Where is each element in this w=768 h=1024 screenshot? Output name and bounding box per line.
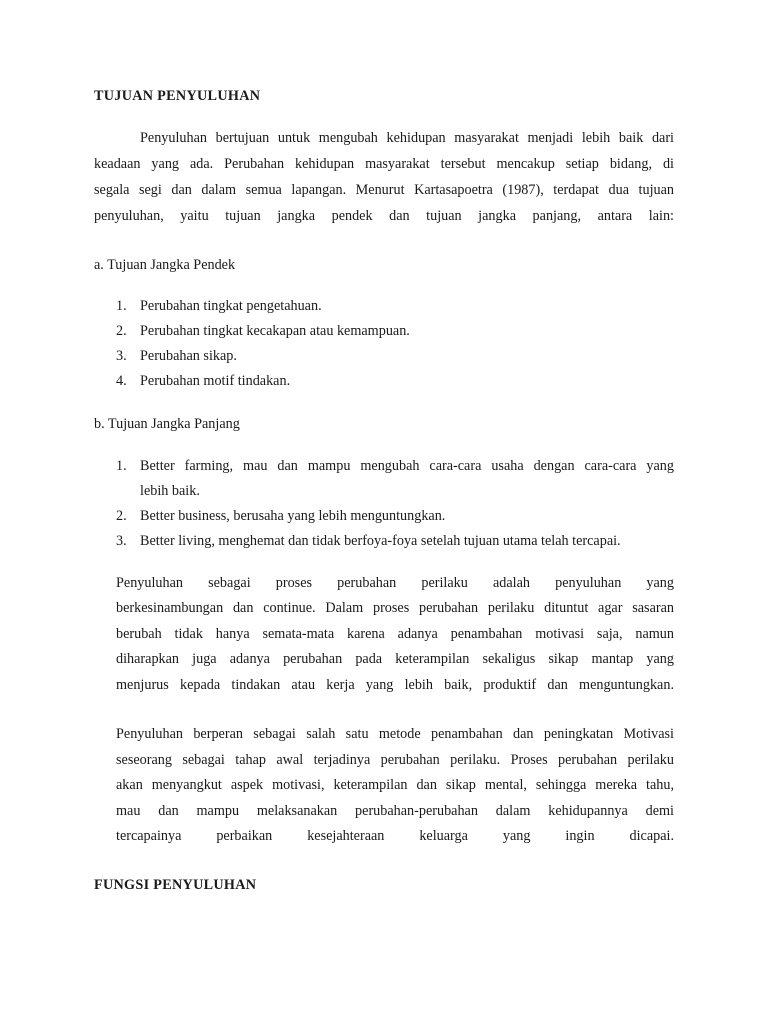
list-item: Better farming, mau dan mampu mengubah cara-cara usaha dengan cara-cara yang: [140, 458, 674, 474]
list-number: 1.: [116, 458, 127, 474]
list-item: Better living, menghemat dan tidak berfoya-foya setelah tujuan utama telah tercapai.: [140, 533, 621, 549]
list-number: 3.: [116, 348, 127, 364]
paragraph-line: mau dan mampu melaksanakan perubahan-perubahan dalam kehidupannya demi: [116, 803, 674, 819]
list-item: Perubahan tingkat pengetahuan.: [140, 298, 322, 314]
paragraph-line: seseorang sebagai tahap awal terjadinya perubahan perilaku. Proses perubahan perilaku: [116, 752, 674, 768]
list-number: 4.: [116, 373, 127, 389]
list-number: 2.: [116, 508, 127, 524]
paragraph-line: akan menyangkut aspek motivasi, keterampilan dan sikap mental, sehingga mereka tahu,: [116, 777, 674, 793]
section-a-title: a. Tujuan Jangka Pendek: [94, 257, 236, 273]
paragraph-line: Penyuluhan bertujuan untuk mengubah kehidupan masyarakat menjadi lebih baik dari: [140, 130, 674, 146]
paragraph-line: berubah tidak hanya semata-mata karena adanya penambahan motivasi saja, namun: [116, 626, 674, 642]
list-number: 1.: [116, 298, 127, 314]
list-item: Better business, berusaha yang lebih menguntungkan.: [140, 508, 446, 524]
paragraph-line: Penyuluhan sebagai proses perubahan perilaku adalah penyuluhan yang: [116, 575, 674, 591]
heading-tujuan-penyuluhan: TUJUAN PENYULUHAN: [94, 88, 261, 104]
heading-fungsi-penyuluhan: FUNGSI PENYULUHAN: [94, 877, 257, 893]
list-item-continuation: lebih baik.: [140, 483, 200, 499]
paragraph-line: Penyuluhan berperan sebagai salah satu metode penambahan dan peningkatan Motivasi: [116, 726, 674, 742]
paragraph-line: segala segi dan dalam semua lapangan. Menurut Kartasapoetra (1987), terdapat dua tujuan: [94, 182, 674, 198]
list-number: 2.: [116, 323, 127, 339]
paragraph-line: menjurus kepada tindakan atau kerja yang lebih baik, produktif dan menguntungkan.: [116, 677, 674, 693]
paragraph-line: keadaan yang ada. Perubahan kehidupan masyarakat tersebut mencakup setiap bidang, di: [94, 156, 674, 172]
paragraph-line: penyuluhan, yaitu tujuan jangka pendek dan tujuan jangka panjang, antara lain:: [94, 208, 674, 224]
list-item: Perubahan motif tindakan.: [140, 373, 291, 389]
list-number: 3.: [116, 533, 127, 549]
paragraph-line: diharapkan juga adanya perubahan pada keterampilan sekaligus sikap mantap yang: [116, 651, 674, 667]
list-item: Perubahan sikap.: [140, 348, 237, 364]
list-item: Perubahan tingkat kecakapan atau kemampuan.: [140, 323, 410, 339]
paragraph-line: tercapainya perbaikan kesejahteraan keluarga yang ingin dicapai.: [116, 828, 674, 844]
paragraph-line: berkesinambungan dan continue. Dalam proses perubahan perilaku dituntut agar sasaran: [116, 600, 674, 616]
section-b-title: b. Tujuan Jangka Panjang: [94, 416, 240, 432]
